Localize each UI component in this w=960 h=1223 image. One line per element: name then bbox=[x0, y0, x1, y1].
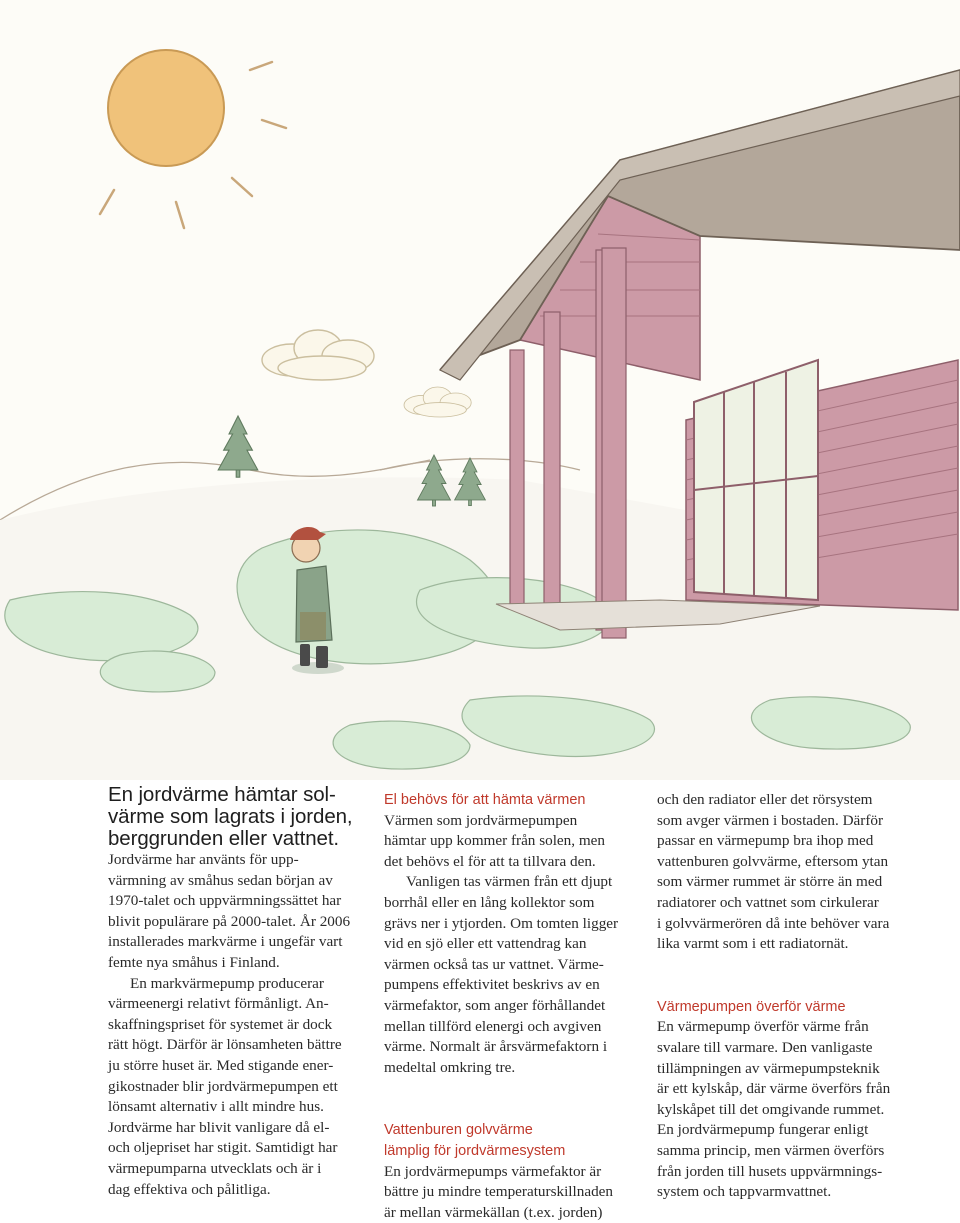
column-3 bbox=[657, 790, 915, 1203]
paragraph: En värmepump överför värme från svalare till varmare. Den vanligaste tillämpningen av värmepumpsteknik är ett kylskåp, där värme överförs från kylskåpet till det omgivande rummet. En jordvärmepump fungerar enligt samma princip, men värmen överförs från jorden till husets uppvärmnings- system och tappvarmvattnet. bbox=[657, 1017, 915, 1202]
paragraph: Jordvärme har använts för upp- värmning av småhus sedan början av 1970-talet och uppvärmningssättet har blivit populärare på 2000-talet. År 2006 installerades markvärme i ungefär vart femte nya småhus i Finland. bbox=[108, 850, 364, 974]
column-1 bbox=[108, 784, 364, 1200]
paragraph: En jordvärmepumps värmefaktor är bättre ju mindre temperaturskillnaden är mellan värmekällan (t.ex. jorden) bbox=[384, 1162, 636, 1223]
section-heading: Värmepumpen överför värme bbox=[657, 997, 915, 1018]
lead-line: värme som lagrats i jorden, bbox=[108, 805, 353, 828]
lead-line: En jordvärme hämtar sol- bbox=[108, 783, 336, 806]
paragraph: Vanligen tas värmen från ett djupt borrhål eller en lång kollektor som grävs ner i ytjorden. Om tomten ligger vid en sjö eller ett vattendrag kan värmen också tas ur vattnet. Värme- pumpens effektivitet beskrivs av en värmefaktor, som anger förhållandet mellan tillförd elenergi och avgiven värme. Normalt är årsvärmefaktorn i medeltal omkring tre. bbox=[384, 872, 636, 1078]
paragraph: Värmen som jordvärmepumpen hämtar upp kommer från solen, men det behövs el för att ta tillvara den. bbox=[384, 811, 636, 873]
paragraph: och den radiator eller det rörsystem som avger värmen i bostaden. Därför passar en värmepump bra ihop med vattenburen golvvärme, eftersom ytan som värmer rummet är större än med radiatorer och vattnet som cirkulerar i golvvärmerören då inte behöver vara lika varmt som i ett radiatornät. bbox=[657, 790, 915, 955]
paragraph: En markvärmepump producerar värmeenergi relativt förmånligt. An- skaffningspriset för systemet är dock rätt högt. Därför är lönsamheten bättre ju större huset är. Med stigande ener- gikostnader blir jordvärmepumpen ett lönsamt alternativ i allt mindre hus. Jordvärme har blivit vanligare då el- och oljepriset har stigit. Samtidigt har värmepumparna utvecklats och är i dag effektiva och pålitliga. bbox=[108, 974, 364, 1201]
lead-heading bbox=[108, 784, 364, 850]
section-heading: Vattenburen golvvärme lämplig för jordvärmesystem bbox=[384, 1120, 636, 1161]
column-2 bbox=[384, 790, 636, 1223]
lead-line: berggrunden eller vattnet. bbox=[108, 827, 339, 850]
section-heading: El behövs för att hämta värmen bbox=[384, 790, 636, 811]
